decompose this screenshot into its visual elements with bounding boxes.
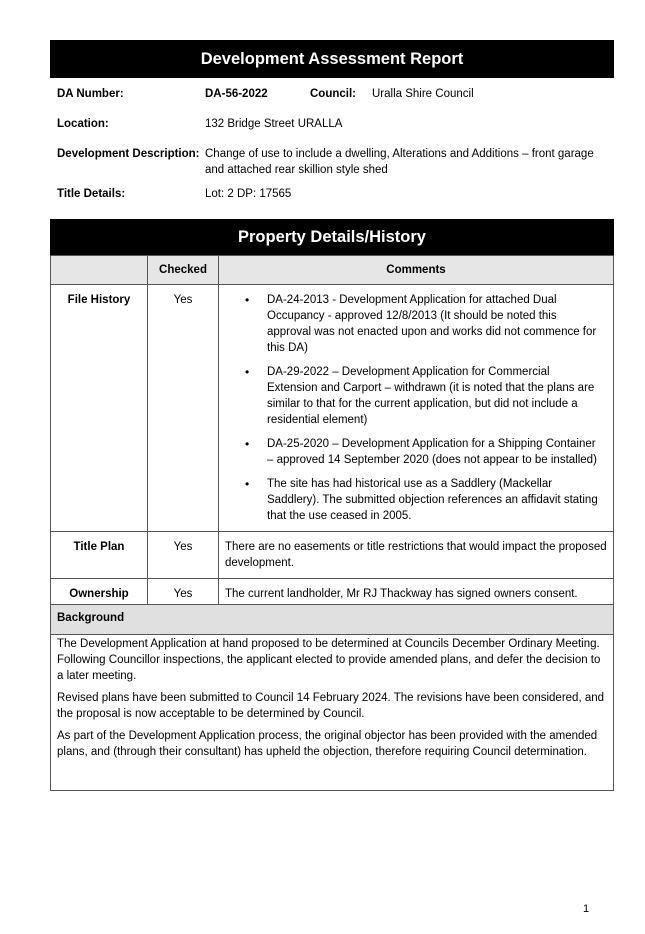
title-plan-row <box>51 532 614 579</box>
location-label: Location: <box>57 118 109 130</box>
file-history-comments <box>219 285 614 532</box>
page-number: 1 <box>583 903 590 915</box>
ownership-comment: The current landholder, Mr RJ Thackway has signed owners consent. <box>219 579 614 610</box>
background-paragraph: As part of the Development Application process, the original objector has been provided with the amended plans, and (through their consultant) has upheld the objection, therefore requiring Council determination. <box>57 730 598 758</box>
bullet-icon: • <box>245 437 250 451</box>
report-title-banner <box>50 40 614 78</box>
title-details-value: Lot: 2 DP: 17565 <box>205 188 292 200</box>
list-item <box>245 436 607 468</box>
background-paragraph: The Development Application at hand proposed to be determined at Councils December Ordinary Meeting. Following Councillor inspections, the applicant elected to provide amended plans, and defer the decision to a later meeting. <box>57 638 601 682</box>
title-plan-comment: There are no easements or title restrictions that would impact the proposed development. <box>219 532 614 579</box>
background-body <box>50 635 614 791</box>
background-paragraph: Revised plans have been submitted to Council 14 February 2024. The revisions have been considered, and the proposal is now acceptable to be determined by Council. <box>57 692 605 720</box>
column-header-checked: Checked <box>148 256 219 285</box>
list-item-text: DA-29-2022 – Development Application for Commercial Extension and Carport – withdrawn (it is noted that the plans are similar to that for the current application, but did not include a residential element) <box>267 366 595 426</box>
column-header-blank <box>51 256 148 285</box>
column-header-comments: Comments <box>219 256 614 285</box>
bullet-icon: • <box>245 293 250 307</box>
council-label: Council: <box>310 88 356 100</box>
file-history-list <box>225 292 607 524</box>
bullet-icon: • <box>245 477 250 491</box>
list-item-text: The site has had historical use as a Saddlery (Mackellar Saddlery). The submitted objection references an affidavit stating that the use ceased in 2005. <box>267 478 598 522</box>
property-heading: Property Details/History <box>238 227 426 246</box>
location-value: 132 Bridge Street URALLA <box>205 118 343 130</box>
background-heading-text: Background <box>57 612 125 624</box>
da-number-label: DA Number: <box>57 88 124 100</box>
description-value: Change of use to include a dwelling, Alterations and Additions – front garage and attached rear skillion style shed <box>205 148 594 176</box>
file-history-row <box>51 285 614 532</box>
title-plan-label: Title Plan <box>51 532 148 579</box>
da-number-value: DA-56-2022 <box>205 88 268 100</box>
table-header-row <box>51 256 614 285</box>
background-heading <box>50 604 614 635</box>
council-value: Uralla Shire Council <box>372 88 474 100</box>
list-item <box>245 292 607 356</box>
list-item-text: DA-25-2020 – Development Application for a Shipping Container – approved 14 September 2020 (does not appear to be installed) <box>267 438 597 466</box>
list-item <box>245 364 607 428</box>
file-history-label: File History <box>51 285 148 532</box>
property-details-table <box>50 255 614 610</box>
file-history-checked: Yes <box>148 285 219 532</box>
report-title: Development Assessment Report <box>200 49 464 68</box>
title-details-label: Title Details: <box>57 188 126 200</box>
property-heading-banner <box>50 219 614 255</box>
ownership-label: Ownership <box>51 579 148 610</box>
list-item <box>245 476 607 524</box>
list-item-text: DA-24-2013 - Development Application for attached Dual Occupancy - approved 12/8/2013 (It should be noted this approval was not enacted upon and works did not commence for this DA) <box>267 294 597 354</box>
description-label: Development Description: <box>57 148 200 160</box>
ownership-checked: Yes <box>148 579 219 610</box>
title-plan-checked: Yes <box>148 532 219 579</box>
bullet-icon: • <box>245 365 250 379</box>
